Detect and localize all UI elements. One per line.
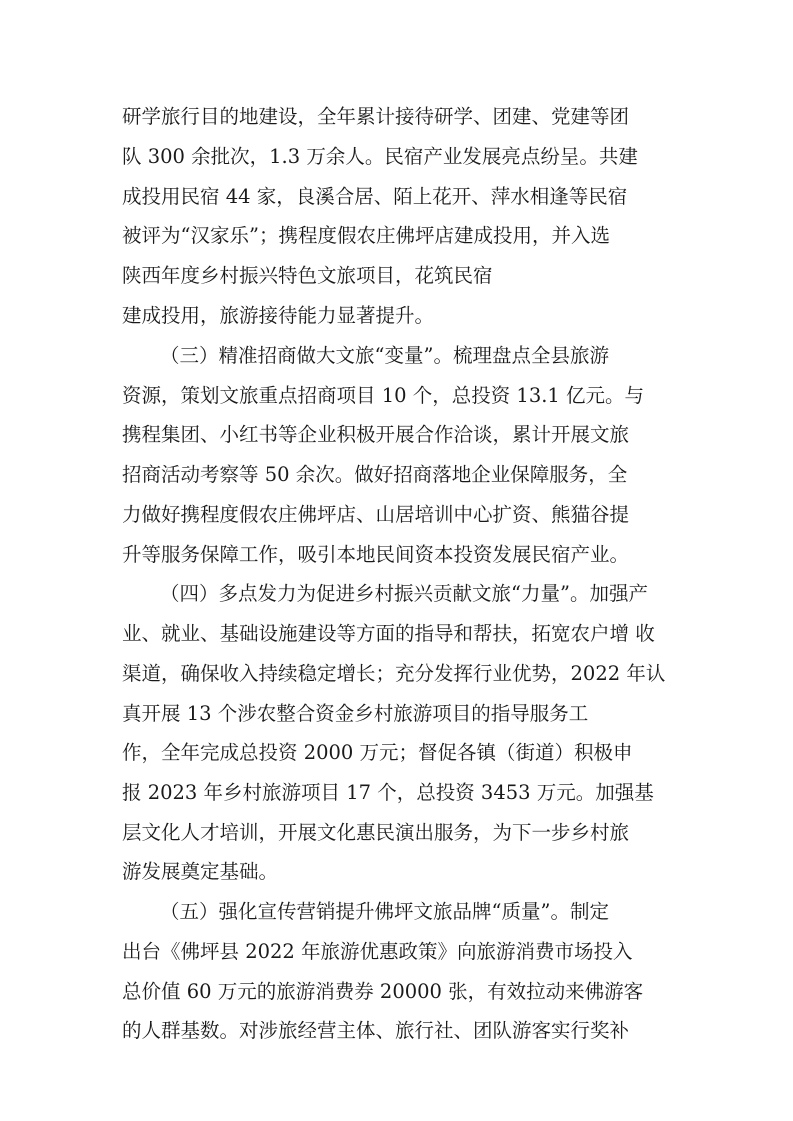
text-line: 队 300 余批次，1.3 万余人。民宿产业发展亮点纷呈。共建: [122, 145, 638, 168]
text-line: 业、就业、基础设施建设等方面的指导和帮扶，拓宽农户增 收: [122, 622, 655, 645]
text-line: 游发展奠定基础。: [122, 860, 279, 883]
text-line: 的人群基数。对涉旅经营主体、旅行社、团队游客实行奖补: [122, 1019, 630, 1042]
text-line: 总价值 60 万元的旅游消费券 20000 张，有效拉动来佛游客: [122, 980, 644, 1003]
text-line: 携程集团、小红书等企业积极开展合作洽谈，累计开展文旅: [122, 423, 630, 446]
text-line: 建成投用，旅游接待能力显著提升。: [122, 304, 435, 327]
text-line: 真开展 13 个涉农整合资金乡村旅游项目的指导服务工: [122, 702, 589, 725]
text-line: 招商活动考察等 50 余次。做好招商落地企业保障服务，全: [122, 463, 628, 486]
section-heading-line: （五）强化宣传营销提升佛坪文旅品牌“质量”。制定: [160, 900, 609, 923]
text-line: 升等服务保障工作，吸引本地民间资本投资发展民宿产业。: [122, 543, 630, 566]
section-heading-line: （四）多点发力为促进乡村振兴贡献文旅“力量”。加强产: [160, 582, 648, 605]
text-line: 层文化人才培训，开展文化惠民演出服务，为下一步乡村旅: [122, 821, 630, 844]
text-line: 报 2023 年乡村旅游项目 17 个，总投资 3453 万元。加强基: [122, 781, 654, 804]
text-line: 作，全年完成总投资 2000 万元；督促各镇（街道）积极申: [122, 741, 633, 764]
text-line: 被评为“汉家乐”；携程度假农庄佛坪店建成投用，并入选: [122, 224, 610, 247]
text-line: 渠道，确保收入持续稳定增长；充分发挥行业优势，2022 年认: [122, 662, 666, 685]
text-line: 资源，策划文旅重点招商项目 10 个，总投资 13.1 亿元。与: [122, 384, 645, 407]
text-line: 研学旅行目的地建设，全年累计接待研学、团建、党建等团: [122, 105, 630, 128]
text-line: 力做好携程度假农庄佛坪店、山居培训中心扩资、熊猫谷提: [122, 503, 630, 526]
text-line: 陕西年度乡村振兴特色文旅项目，花筑民宿: [122, 264, 493, 287]
text-line: 出台《佛坪县 2022 年旅游优惠政策》向旅游消费市场投入: [122, 940, 633, 963]
section-heading-line: （三）精准招商做大文旅“变量”。梳理盘点全县旅游: [160, 344, 609, 367]
text-line: 成投用民宿 44 家，良溪合居、陌上花开、萍水相逢等民宿: [122, 185, 628, 208]
